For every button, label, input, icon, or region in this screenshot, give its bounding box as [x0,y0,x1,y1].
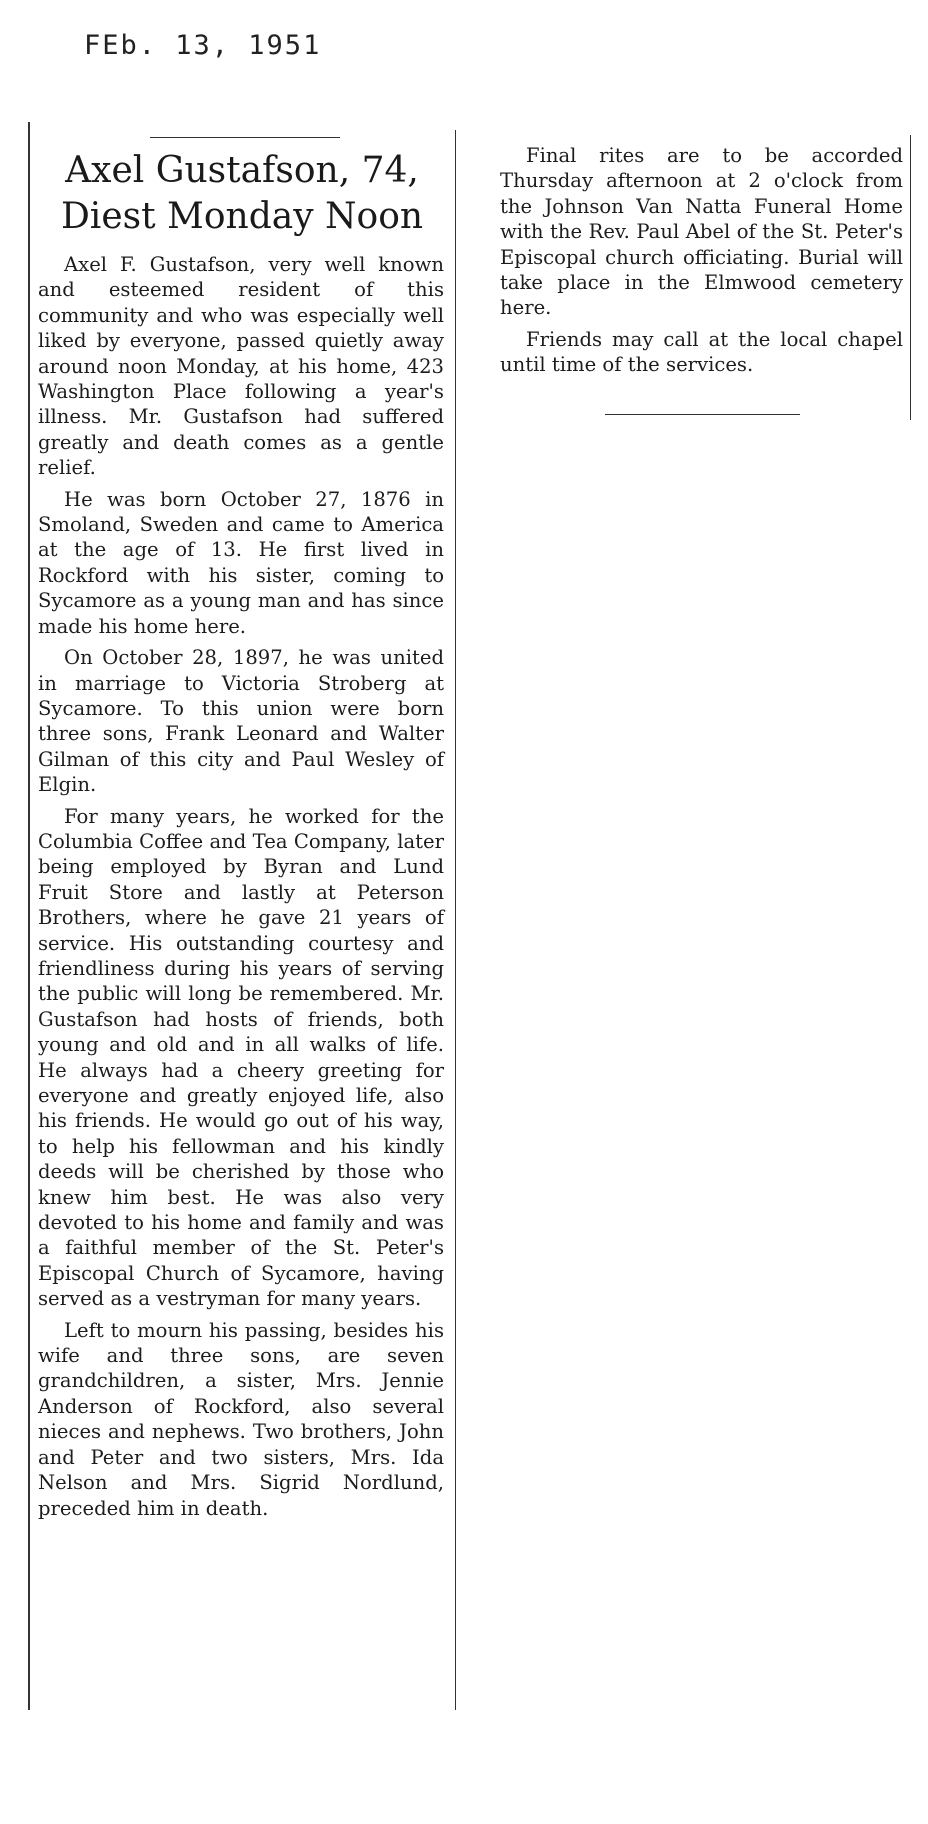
headline [32,148,452,240]
paragraph-survivors: Left to mourn his passing, besides his wife and three sons, are seven grandchildren, a sister, Mrs. Jennie Anderson of Rockford, also several nieces and nephews. Two brothers, John and Peter and two sisters, Mrs. Ida Nelson and Mrs. Sigrid Nordlund, preceded him in death. [38,1318,444,1520]
left-column-border [28,122,30,1710]
paragraph-death-notice: Axel F. Gustafson, very well known and esteemed resident of this community and who was especially well liked by everyone, passed quietly away around noon Monday, at his home, 423 Washington Place following a year's illness. Mr. Gustafson had suffered greatly and death comes as a gentle relief. [38,253,444,480]
headline-top-rule [150,137,340,138]
headline-line-2: Diest Monday Noon [60,196,424,237]
right-column-border [910,135,911,420]
paragraph-birth: He was born October 27, 1876 in Smoland, Sweden and came to America at the age of 13. He first lived in Rockford with his sister, coming to Sycamore as a young man and has since made his home here. [38,487,444,638]
article-end-rule [605,414,800,415]
paragraph-final-rites: Final rites are to be accorded Thursday afternoon at 2 o'clock from the Johnson Van Natta Funeral Home with the Rev. Paul Abel of the St. Peter's Episcopal church officiating. Burial will take place in the Elmwood cemetery here. [500,144,903,320]
headline-line-1: Axel Gustafson, 74, [65,150,419,191]
paragraph-marriage: On October 28, 1897, he was united in marriage to Victoria Stroberg at Sycamore. To this union were born three sons, Frank Leonard and Walter Gilman of this city and Paul Wesley of Elgin. [38,646,444,797]
right-column [500,143,903,384]
clipping-date: FEb. 13, 1951 [84,30,322,61]
column-divider [455,130,456,1710]
paragraph-visitation: Friends may call at the local chapel until time of the services. [500,327,903,377]
left-column [38,252,444,1527]
paragraph-career: For many years, he worked for the Columbia Coffee and Tea Company, later being employed by Byran and Lund Fruit Store and lastly at Peterson Brothers, where he gave 21 years of service. His outstanding courtesy and friendliness during his years of serving the public will long be remembered. Mr. Gustafson had hosts of friends, both young and old and in all walks of life. He always had a cheery greeting for everyone and greatly enjoyed life, also his friends. He would go out of his way, to help his fellowman and his kindly deeds will be cherished by those who knew him best. He was also very devoted to his home and family and was a faithful member of the St. Peter's Episcopal Church of Sycamore, having served as a vestryman for many years. [38,804,444,1311]
